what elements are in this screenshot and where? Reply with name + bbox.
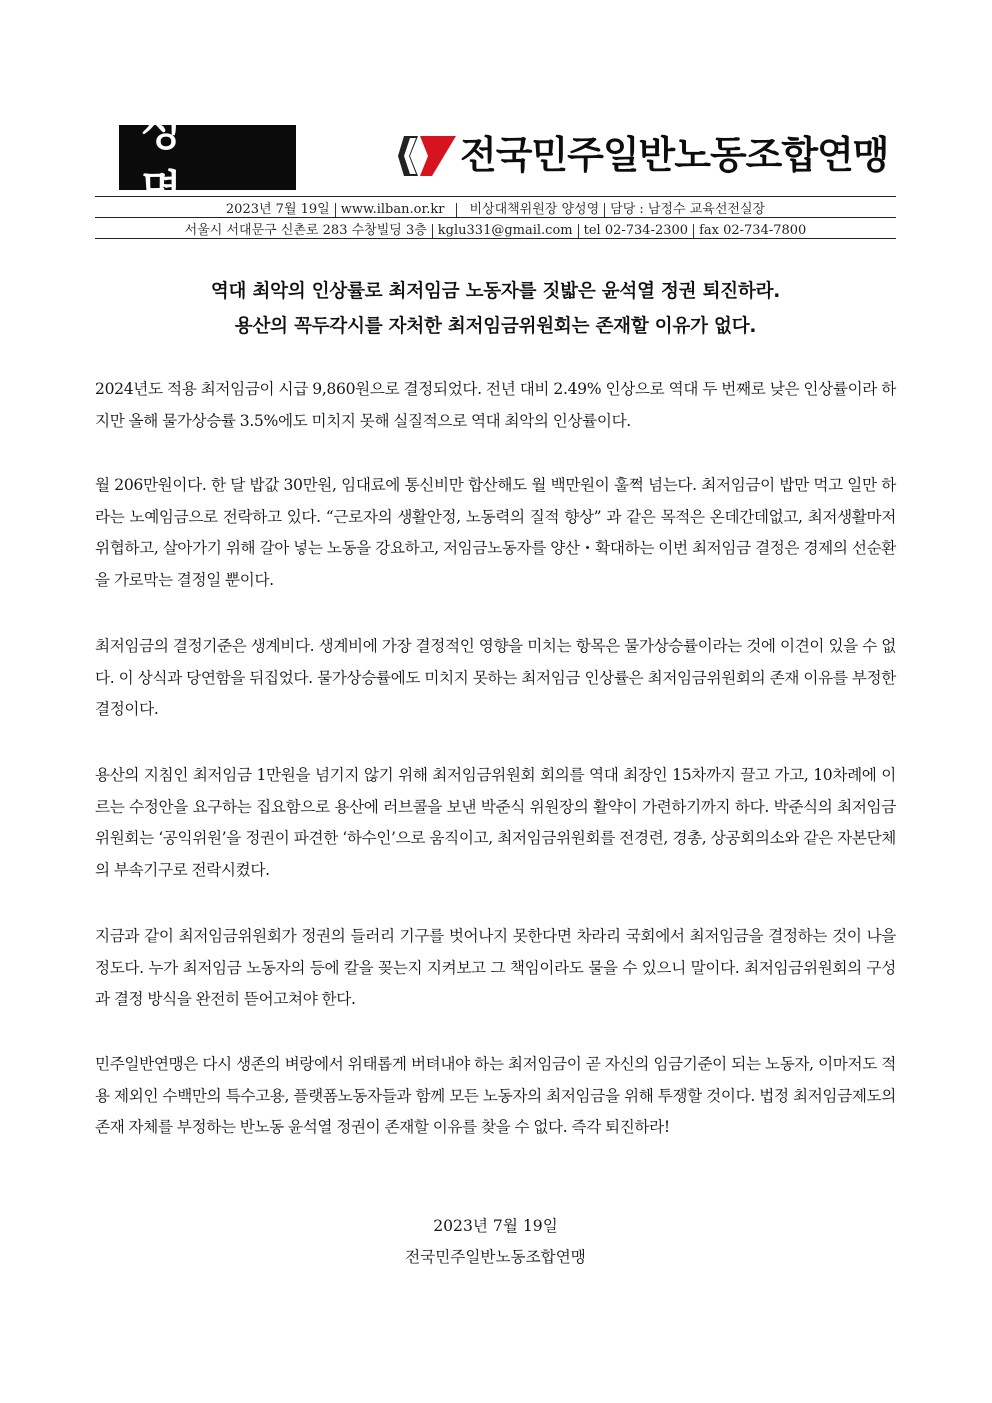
statement-badge: 성 명 — [119, 125, 296, 190]
info-separator — [578, 224, 579, 238]
info-tel: tel 02-734-2300 — [583, 223, 689, 238]
headline-line-2: 용산의 꼭두각시를 자처한 최저임금위원회는 존재할 이유가 없다. — [234, 316, 757, 337]
body-paragraph-1: 2024년도 적용 최저임금이 시급 9,860원으로 결정되었다. 전년 대비 2.49% 인상으로 역대 두 번째로 낮은 인상률이라 하지만 올해 물가상승률 3.5%에도 미치지 못해 실질적으로 역대 최악의 인상률이다. — [95, 380, 896, 430]
info-chair: 비상대책위원장 양성영 — [469, 202, 600, 217]
body-paragraph-3: 최저임금의 결정기준은 생계비다. 생계비에 가장 결정적인 영향을 미치는 항목은 물가상승률이라는 것에 이견이 있을 수 없다. 이 상식과 당연함을 뒤집었다. 물가상승률에도 미치지 못하는 최저임금 인상률은 최저임금위원회의 존재 이유를 부정한 결정이다. — [95, 637, 896, 718]
info-contact: 담당 : 남정수 교육선전실장 — [610, 202, 766, 217]
info-email[interactable]: kglu331@gmail.com — [437, 223, 573, 238]
body-paragraph-2: 월 206만원이다. 한 달 밥값 30만원, 임대료에 통신비만 합산해도 월 백만원이 훌쩍 넘는다. 최저임금이 밥만 먹고 일만 하라는 노예임금으로 전락하고 있다. “근로자의 생활안정, 노동력의 질적 향상” 과 같은 목적은 온데간데없고, 최저생활마저 위협하고, 살아가기 위해 갈아 넣는 노동을 강요하고, 저임금노동자를 양산・확대하는 이번 최저임금 결정은 경제의 선순환을 가로막는 결정일 뿐이다. — [95, 476, 896, 589]
info-website[interactable]: www.ilban.or.kr — [340, 202, 445, 217]
header-rule-top — [95, 196, 896, 197]
info-fax: fax 02-734-7800 — [699, 223, 807, 238]
header-rule-bottom — [95, 238, 896, 239]
info-separator — [693, 224, 694, 238]
info-separator — [456, 203, 457, 217]
closing-signature: 전국민주일반노동조합연맹 — [405, 1248, 586, 1266]
body-paragraph-4: 용산의 지침인 최저임금 1만원을 넘기지 않기 위해 최저임금위원회 회의를 역대 최장인 15차까지 끌고 가고, 10차례에 이르는 수정안을 요구하는 집요함으로 용산에 러브콜을 보낸 박준식 위원장의 활약이 가련하기까지 하다. 박준식의 최저임금위원회는 ‘공익위원’을 정권이 파견한 ‘하수인’으로 움직이고, 최저임금위원회를 전경련, 경총, 상공회의소와 같은 자본단체의 부속기구로 전락시켰다. — [95, 766, 896, 879]
info-line-1 — [95, 198, 896, 217]
red-white-emblem-icon — [396, 130, 458, 180]
info-separator — [335, 203, 336, 217]
header-rule-middle — [95, 217, 896, 218]
body-paragraph-5: 지금과 같이 최저임금위원회가 정권의 들러리 기구를 벗어나지 못한다면 차라리 국회에서 최저임금을 결정하는 것이 나을 정도다. 누가 최저임금 노동자의 등에 칼을 꽂는지 지켜보고 그 책임이라도 물을 수 있으니 말이다. 최저임금위원회의 구성과 결정 방식을 완전히 뜯어고쳐야 한다. — [95, 927, 896, 1008]
info-separator — [432, 224, 433, 238]
headline-line-1: 역대 최악의 인상률로 최저임금 노동자를 짓밟은 윤석열 정권 퇴진하라. — [210, 281, 781, 302]
info-line-2 — [95, 219, 896, 238]
closing-date: 2023년 7월 19일 — [433, 1217, 558, 1235]
info-date: 2023년 7월 19일 — [225, 202, 330, 217]
info-address: 서울시 서대문구 신촌로 283 수창빌딩 3층 — [184, 223, 427, 238]
body-paragraph-6: 민주일반연맹은 다시 생존의 벼랑에서 위태롭게 버텨내야 하는 최저임금이 곧 자신의 임금기준이 되는 노동자, 이마저도 적용 제외인 수백만의 특수고용, 플랫폼노동자들과 함께 모든 노동자의 최저임금을 위해 투쟁할 것이다. 법정 최저임금제도의 존재 자체를 부정하는 반노동 윤석열 정권이 존재할 이유를 찾을 수 없다. 즉각 퇴진하라! — [95, 1055, 896, 1136]
info-separator — [604, 203, 605, 217]
org-name: 전국민주일반노동조합연맹 — [460, 133, 889, 177]
